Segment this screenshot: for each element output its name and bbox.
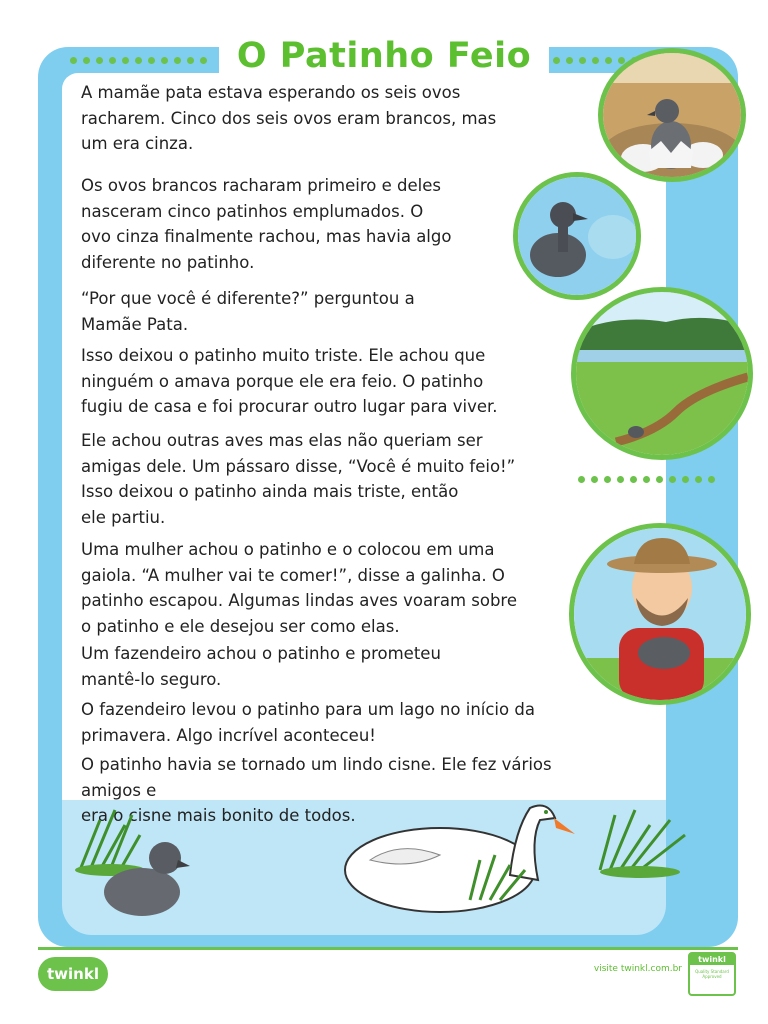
ducks-scene: [518, 177, 636, 295]
paragraph-3: “Por que você é diferente?” perguntou a Mamãe Pata.: [81, 289, 415, 334]
swimming-ducks-illustration: [513, 172, 641, 300]
paragraph-4: Isso deixou o patinho muito triste. Ele achou que ninguém o amava porque ele era feio. O patinho fugiu de casa e foi procurar outro lugar para viver.: [81, 346, 498, 416]
field-scene: [576, 292, 748, 455]
hatching-scene: [603, 53, 741, 177]
farmer-scene: [574, 528, 746, 700]
swan: [345, 806, 575, 912]
paragraph-5: Ele achou outras aves mas elas não queriam ser amigas dele. Um pássaro disse, “Você é muito feio!” Isso deixou o patinho ainda mais triste, então ele partiu.: [81, 431, 516, 527]
quality-badge: [688, 952, 736, 996]
field-path-illustration: [571, 287, 753, 460]
hatching-duckling-illustration: [598, 48, 746, 182]
grass-right: [600, 810, 685, 878]
paragraph-7: Um fazendeiro achou o patinho e prometeu mantê-lo seguro.: [81, 644, 441, 689]
paragraph-8: O fazendeiro levou o patinho para um lago no início da primavera. Algo incrível aconteceu!: [81, 700, 535, 745]
paragraph-9: O patinho havia se tornado um lindo cisne. Ele fez vários amigos e era o cisne mais bonito de todos.: [81, 755, 552, 825]
twinkl-logo: twinkl: [38, 957, 108, 991]
footer-divider: [38, 947, 738, 950]
grass-left: [75, 810, 145, 876]
pond-scene: [70, 800, 690, 930]
badge-brand: twinkl: [690, 954, 734, 965]
farmer-illustration: [569, 523, 751, 705]
side-dots: [578, 476, 715, 483]
page-title: O Patinho Feio: [219, 28, 549, 84]
paragraph-1: A mamãe pata estava esperando os seis ovos racharem. Cinco dos seis ovos eram brancos, mas um era cinza.: [81, 83, 497, 153]
visit-link[interactable]: visite twinkl.com.br: [593, 964, 682, 974]
badge-text: Quality Standard Approved: [695, 969, 729, 979]
paragraph-6: Uma mulher achou o patinho e o colocou em uma gaiola. “A mulher vai te comer!”, disse a galinha. O patinho escapou. Algumas lindas aves voaram sobre o patinho e ele desejou ser como elas.: [81, 540, 518, 636]
paragraph-2: Os ovos brancos racharam primeiro e deles nasceram cinco patinhos emplumados. O ovo cinza finalmente rachou, mas havia algo diferente no patinho.: [81, 176, 452, 272]
